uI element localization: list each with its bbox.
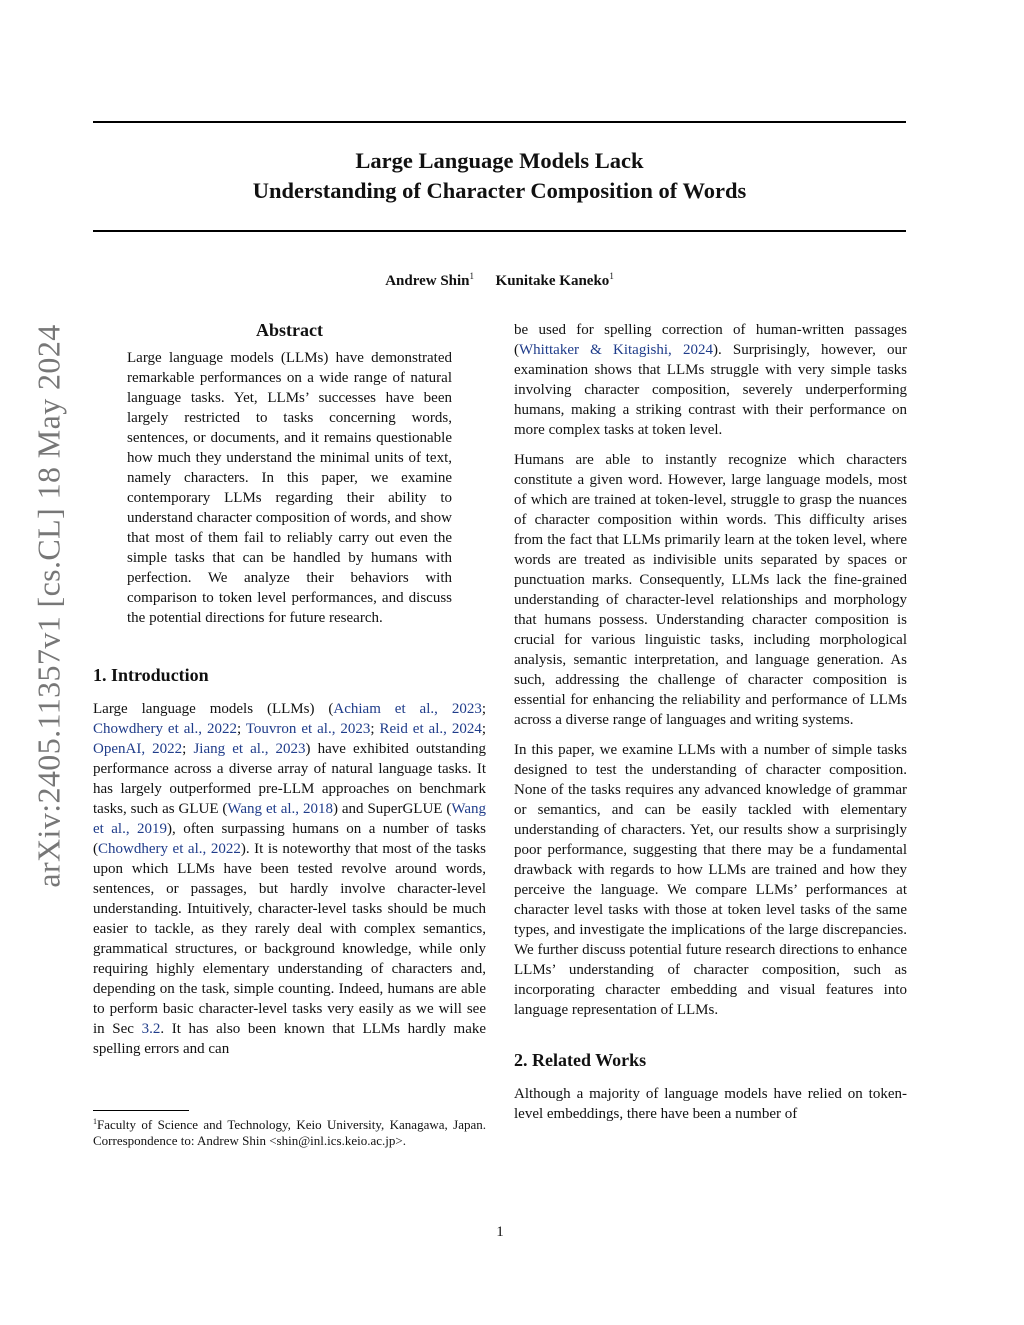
citation-link[interactable]: Achiam et al., 2023 [333,701,482,717]
abstract-text: Large language models (LLMs) have demonstrated remarkable performances on a wide range of natural language tasks. Yet, LLMs’ successes have been largely restricted to tasks concerning words, sentences, or documents, and it remains questionable how much they understand the minimal units of text, namely characters. In this paper, we examine contemporary LLMs regarding their ability to understand character composition of words, and show that most of them fail to reliably carry out even the simple tasks that can be handled by humans with perfection. We analyze their behaviors with comparison to token level performances, and discuss the potential directions for future research. [127,350,452,626]
title-rule-top [93,121,906,123]
related-works-heading: 2. Related Works [514,1050,647,1070]
related-works-paragraph: Although a majority of language models have relied on token-level embeddings, there have been a number of [514,1086,907,1122]
citation-link[interactable]: Whittaker & Kitagishi, 2024 [519,342,713,358]
right-column [514,320,907,1124]
author-affiliation-mark: 1 [469,271,475,281]
introduction-paragraph: In this paper, we examine LLMs with a number of simple tasks designed to test the understanding of character composition. None of the tasks requires any advanced knowledge of grammar or semantics, and can be easily tackled with elementary understanding of characters. Yet, our results show a surprisingly poor performance, suggesting that there may be a fundamental drawback with regards to how LLMs are trained and how they perceive the language. We compare LLMs’ performances at character level tasks with those at token level tasks of the same types, and investigate the implications of the large discrepancies. We further discuss potential future research directions to enhance LLMs’ understanding of character composition, such as incorporating character embedding and visual features into language representation of LLMs. [514,742,907,1018]
author-name: Andrew Shin [385,273,470,289]
arxiv-identifier: arXiv:2405.11357v1 [cs.CL] 18 May 2024 [30,324,67,888]
citation-link[interactable]: Chowdhery et al., 2022 [93,721,237,737]
left-column [93,318,486,1059]
citation-link[interactable]: OpenAI, 2022 [93,741,183,757]
citation-link[interactable]: Reid et al., 2024 [379,721,482,737]
footnote-text: Faculty of Science and Technology, Keio University, Kanagawa, Japan. Correspondence to: Andrew Shin <shin@inl.ics.keio.ac.jp>. [93,1117,486,1148]
author-affiliation-mark: 1 [609,271,614,281]
paper-title [93,146,906,206]
footnote-mark: 1 [93,1117,97,1126]
footnote [93,1114,486,1149]
introduction-heading: 1. Introduction [93,665,209,685]
title-rule-bottom [93,230,906,232]
footnote-rule [93,1110,189,1111]
introduction-paragraph: Large language models (LLMs) (Achiam et al., 2023; Chowdhery et al., 2022; Touvron et al., 2023; Reid et al., 2024; OpenAI, 2022; Jiang et al., 2023) have exhibited outstanding performance across a diverse array of natural language tasks. It has largely outperformed pre-LLM approaches on benchmark tasks, such as GLUE (Wang et al., 2018) and SuperGLUE (Wang et al., 2019), often surpassing humans on a number of tasks (Chowdhery et al., 2022). It is noteworthy that most of the tasks upon which LLMs have been tested revolve around words, sentences, or passages, but hardly involve character-level understanding. Intuitively, character-level tasks should be much easier to tackle, as they rarely deal with complex semantics, grammatical structures, or background knowledge, while only requiring highly elementary understanding of characters and, depending on the task, simple counting. Indeed, humans are able to perform basic character-level tasks very easily as we will see in Sec 3.2. It has also been known that LLMs hardly make spelling errors and can [93,701,487,1057]
page-number: 1 [496,1224,504,1240]
citation-link[interactable]: Chowdhery et al., 2022 [98,841,241,857]
introduction-paragraph: be used for spelling correction of human-written passages (Whittaker & Kitagishi, 2024). Surprisingly, however, our examination shows that LLMs struggle with very simple tasks involving character composition, severely underperforming humans, making a striking contrast with their performance on more complex tasks at token level. [514,322,907,438]
title-line-2: Understanding of Character Composition of Words [252,178,747,203]
citation-link[interactable]: Wang et al., 2018 [227,801,333,817]
citation-link[interactable]: Wang et al., 2019 [93,801,486,837]
citation-link[interactable]: Touvron et al., 2023 [245,721,371,737]
citation-link[interactable]: Jiang et al., 2023 [193,741,306,757]
author-name: Kunitake Kaneko [495,273,610,289]
author-list [93,266,906,291]
abstract-heading: Abstract [256,320,323,340]
title-line-1: Large Language Models Lack [355,148,644,173]
section-reference-link[interactable]: 3.2 [141,1021,161,1037]
introduction-paragraph: Humans are able to instantly recognize which characters constitute a given word. However, large language models, most of which are trained at token-level, struggle to grasp the nuances of character composition within words. This difficulty arises from the fact that LLMs primarily learn at the token level, where words are treated as indivisible units separated by spaces or punctuation marks. Consequently, LLMs lack the fine-grained understanding of character-level relationships and morphology that humans possess. Understanding character composition is crucial for various linguistic tasks, including morphological analysis, semantic interpretation, and language generation. As such, addressing the challenge of character composition is essential for enhancing the reliability and performance of LLMs across a diverse range of languages and writing systems. [514,452,907,728]
